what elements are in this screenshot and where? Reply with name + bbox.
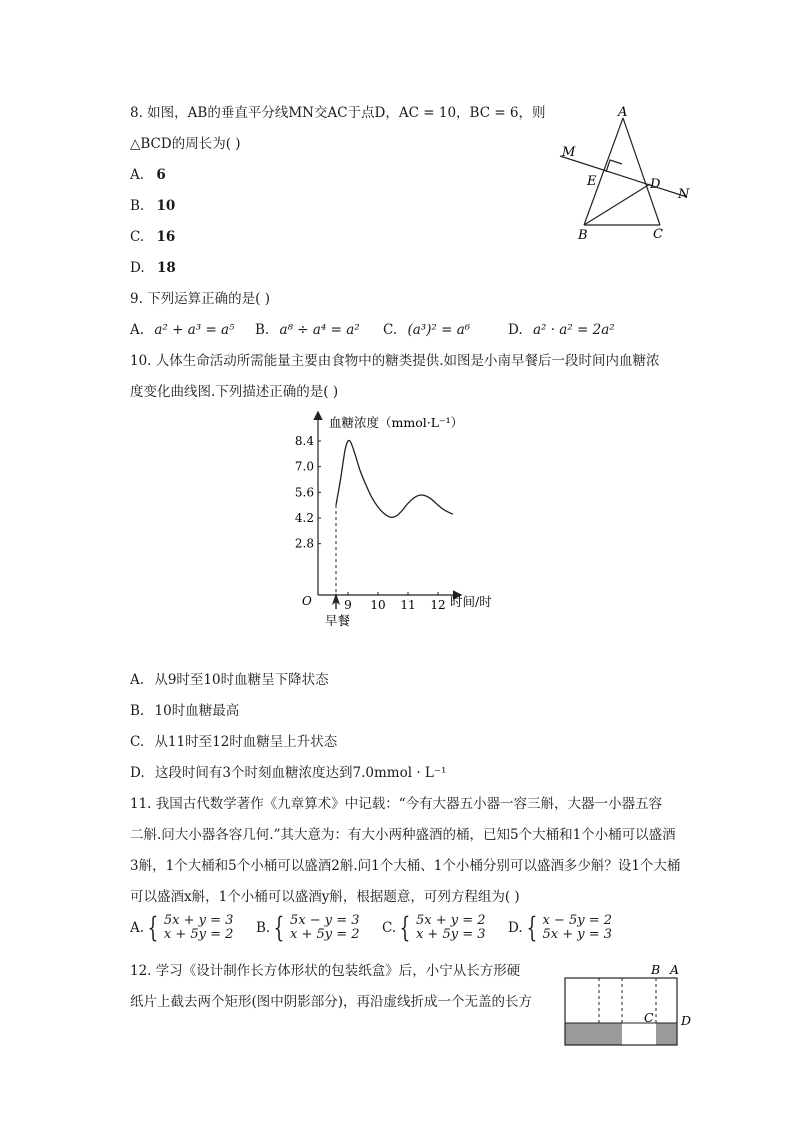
equation-2: x + 5y = 2 bbox=[290, 927, 360, 942]
q11-stem-line1: 11. 我国古代数学著作《九章算术》中记载：“今有大器五小器一容三斛，大器一小器五容 bbox=[130, 796, 663, 812]
option-expr: a⁸ ÷ a⁴ = a² bbox=[279, 322, 360, 338]
option-letter: B. bbox=[255, 322, 270, 338]
brace-icon: { bbox=[526, 911, 537, 944]
x-tick-label: 9 bbox=[344, 598, 352, 612]
q9-option-b bbox=[255, 321, 360, 339]
option-letter: D. bbox=[508, 920, 523, 936]
q11-option-d bbox=[508, 911, 613, 944]
q8-option-d bbox=[130, 259, 176, 277]
blood-glucose-chart bbox=[280, 405, 520, 635]
brace-icon: { bbox=[273, 911, 285, 944]
y-tick-label: 2.8 bbox=[294, 536, 314, 551]
y-tick-label: 4.2 bbox=[294, 511, 314, 526]
q12-stem-line1: 12. 学习《设计制作长方体形状的包装纸盒》后，小宁从长方形硬 bbox=[130, 963, 521, 979]
q11-option-c bbox=[382, 911, 486, 944]
option-letter: A. bbox=[130, 167, 145, 183]
option-letter: A. bbox=[130, 322, 145, 338]
label-d: D bbox=[681, 1013, 692, 1028]
q10-stem-line1: 10. 人体生命活动所需能量主要由食物中的糖类提供.如图是小南早餐后一段时间内血糖浓 bbox=[130, 353, 660, 369]
equation-system bbox=[542, 914, 612, 942]
line-mn bbox=[560, 156, 687, 197]
q9-option-a bbox=[130, 321, 235, 339]
option-value: 10 bbox=[156, 198, 176, 214]
x-tick-label: 10 bbox=[370, 598, 386, 612]
y-tick-label: 8.4 bbox=[294, 434, 314, 449]
equation-2: x + 5y = 2 bbox=[163, 927, 234, 942]
q10-option-a bbox=[130, 671, 329, 689]
option-text: 从11时至12时血糖呈上升状态 bbox=[154, 734, 338, 750]
label-e: E bbox=[587, 174, 597, 189]
option-letter: C. bbox=[130, 229, 145, 245]
y-tick-label: 7.0 bbox=[294, 459, 314, 474]
label-b: B bbox=[651, 962, 661, 977]
side-ab bbox=[584, 118, 623, 225]
q10-option-c bbox=[130, 733, 337, 751]
q8-stem-line2: △BCD的周长为( ) bbox=[130, 136, 241, 152]
shaded-rect-right bbox=[656, 1023, 677, 1045]
q11-stem-line3: 3斛，1个大桶和5个小桶可以盛酒2斛.问1个大桶、1个小桶分别可以盛酒多少斛？设1个大桶 bbox=[130, 858, 681, 874]
y-axis-label: 血糖浓度（mmol·L⁻¹） bbox=[329, 415, 464, 430]
option-letter: C. bbox=[382, 920, 397, 936]
option-letter: A. bbox=[130, 672, 145, 688]
equation-1: 5x + y = 2 bbox=[415, 913, 486, 928]
label-b: B bbox=[578, 228, 588, 243]
side-ac bbox=[623, 118, 660, 225]
equation-system bbox=[164, 914, 234, 942]
option-expr: a² + a³ = a⁵ bbox=[154, 322, 235, 338]
q12-stem-line2: 纸片上截去两个矩形(图中阴影部分)，再沿虚线折成一个无盖的长方 bbox=[130, 994, 533, 1010]
label-m: M bbox=[562, 145, 576, 160]
label-a: A bbox=[618, 105, 628, 120]
label-n: N bbox=[678, 187, 690, 202]
option-text: 这段时间有3个时刻血糖浓度达到7.0mmol · L⁻¹ bbox=[154, 765, 447, 781]
brace-icon: { bbox=[399, 911, 411, 944]
option-letter: C. bbox=[130, 734, 145, 750]
option-letter: A. bbox=[130, 920, 145, 936]
option-letter: D. bbox=[130, 260, 145, 276]
equation-system bbox=[416, 914, 486, 942]
label-c: C bbox=[653, 227, 663, 242]
q8-triangle-figure bbox=[550, 100, 700, 245]
equation-system bbox=[290, 914, 360, 942]
option-letter: B. bbox=[130, 703, 145, 719]
q11-option-b bbox=[256, 911, 360, 944]
q9-option-c bbox=[383, 321, 470, 339]
q11-option-a bbox=[130, 911, 234, 944]
q8-option-c bbox=[130, 228, 175, 246]
equation-2: x + 5y = 3 bbox=[415, 927, 486, 942]
q11-stem-line4: 可以盛酒x斛，1个小桶可以盛酒y斛，根据题意，可列方程组为( ) bbox=[130, 889, 520, 905]
equation-1: 5x − y = 3 bbox=[290, 913, 360, 928]
option-letter: C. bbox=[383, 322, 398, 338]
option-text: 从9时至10时血糖呈下降状态 bbox=[154, 672, 329, 688]
brace-icon: { bbox=[147, 911, 159, 944]
option-value: 18 bbox=[156, 260, 176, 276]
equation-1: 5x + y = 3 bbox=[163, 913, 234, 928]
option-letter: D. bbox=[508, 322, 523, 338]
q11-stem-line2: 二斛.问大小器各容几何.”其大意为：有大小两种盛酒的桶，已知5个大桶和1个小桶可以盛酒 bbox=[130, 827, 676, 843]
x-tick-label: 12 bbox=[430, 598, 446, 612]
option-value: 16 bbox=[156, 229, 176, 245]
option-text: 10时血糖最高 bbox=[154, 703, 240, 719]
q8-option-a bbox=[130, 166, 166, 184]
option-letter: B. bbox=[256, 920, 271, 936]
q10-option-d bbox=[130, 764, 446, 782]
option-expr: a² · a² = 2a² bbox=[532, 322, 615, 338]
shaded-rect-left bbox=[565, 1023, 622, 1045]
equation-1: x − 5y = 2 bbox=[542, 913, 613, 928]
q12-box-net-figure bbox=[555, 960, 725, 1052]
label-c: C bbox=[644, 1010, 654, 1025]
label-d: D bbox=[650, 177, 661, 192]
y-tick-label: 5.6 bbox=[294, 485, 314, 500]
breakfast-label: 早餐 bbox=[325, 613, 351, 628]
option-value: 6 bbox=[156, 167, 166, 183]
q9-option-d bbox=[508, 321, 615, 339]
option-letter: B. bbox=[130, 198, 145, 214]
q9-stem: 9. 下列运算正确的是( ) bbox=[130, 291, 270, 307]
option-expr: (a³)² = a⁶ bbox=[407, 322, 471, 338]
x-tick-label: 11 bbox=[400, 598, 416, 612]
segment-bd bbox=[584, 184, 650, 225]
equation-2: 5x + y = 3 bbox=[542, 927, 613, 942]
label-a: A bbox=[670, 962, 680, 977]
option-letter: D. bbox=[130, 765, 145, 781]
q10-option-b bbox=[130, 702, 239, 720]
q8-option-b bbox=[130, 197, 175, 215]
glucose-curve bbox=[336, 440, 453, 517]
q8-stem-line1: 8. 如图，AB的垂直平分线MN交AC于点D，AC = 10，BC = 6，则 bbox=[130, 105, 546, 121]
right-angle-mark bbox=[606, 160, 622, 172]
q10-stem-line2: 度变化曲线图.下列描述正确的是( ) bbox=[130, 384, 339, 400]
x-axis-label: 时间/时 bbox=[450, 594, 492, 609]
origin-label: O bbox=[302, 594, 312, 608]
